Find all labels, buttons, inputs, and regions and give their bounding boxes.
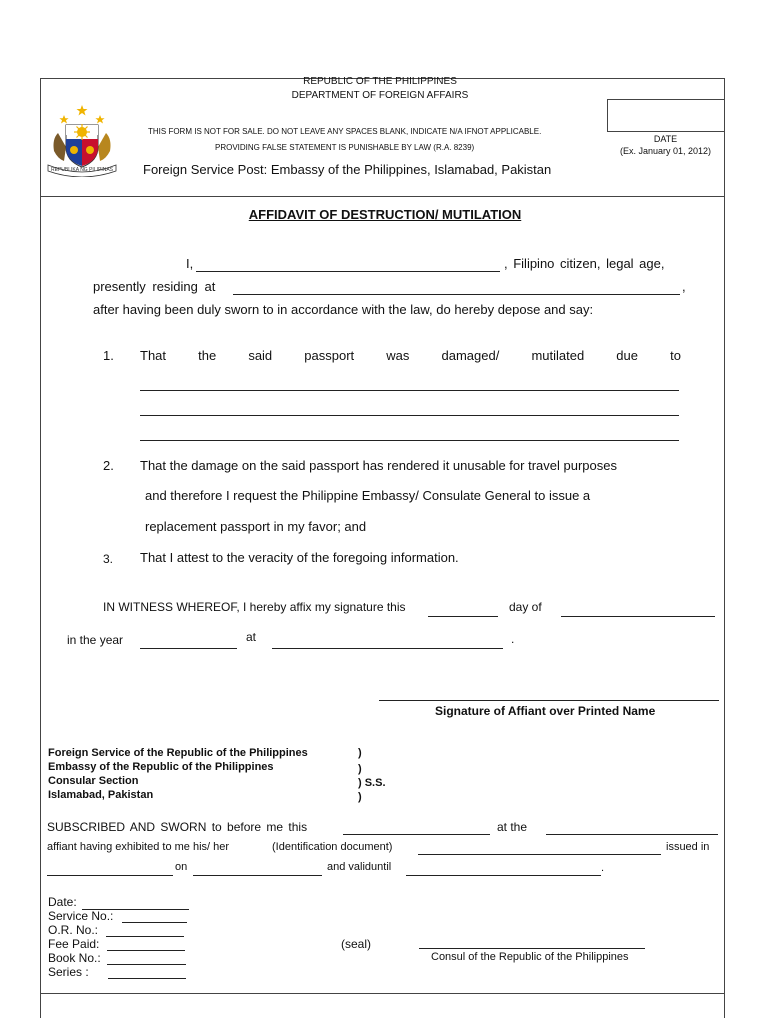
item3-number: 3. bbox=[103, 552, 114, 566]
footer-series-label: Series : bbox=[48, 965, 89, 979]
footer-divider bbox=[40, 993, 724, 994]
affidavit-title: AFFIDAVIT OF DESTRUCTION/ MUTILATION bbox=[248, 207, 522, 222]
item2-line1: That the damage on the said passport has rendered it unusable for travel purposes bbox=[140, 458, 617, 473]
jurat-valid-until: and validuntil bbox=[327, 861, 392, 873]
form-left-border bbox=[40, 78, 41, 1018]
footer-or-no-field[interactable] bbox=[106, 936, 184, 937]
venue-line1: Foreign Service of the Republic of the Philippines bbox=[48, 747, 308, 759]
witness-text: IN WITNESS WHEREOF, I hereby affix my signature this bbox=[103, 600, 406, 614]
jurat-on: on bbox=[175, 861, 188, 873]
item2-line2: and therefore I request the Philippine Embassy/ Consulate General to issue a bbox=[145, 488, 591, 503]
item1-word: damaged/ bbox=[441, 348, 500, 363]
jurat-at-the: at the bbox=[497, 820, 528, 834]
residence-address-field[interactable] bbox=[233, 294, 680, 295]
witness-day-field[interactable] bbox=[428, 616, 498, 617]
intro-depose: after having been duly sworn to in accordance with the law, do hereby depose and say: bbox=[93, 302, 594, 317]
item1-word: That bbox=[140, 348, 167, 363]
affiant-signature-field[interactable] bbox=[379, 700, 719, 701]
item1-word: due bbox=[616, 348, 638, 363]
footer-series-field[interactable] bbox=[108, 978, 186, 979]
item1-word: to bbox=[670, 348, 681, 363]
venue-paren: ) bbox=[358, 763, 362, 775]
affiant-name-field[interactable] bbox=[196, 271, 500, 272]
affiant-signature-label: Signature of Affiant over Printed Name bbox=[435, 704, 656, 718]
form-right-border bbox=[724, 78, 725, 1018]
jurat-place-field[interactable] bbox=[546, 834, 718, 835]
republic-heading: REPUBLIC OF THE PHILIPPINES bbox=[303, 76, 457, 87]
footer-fee-paid-label: Fee Paid: bbox=[48, 937, 100, 951]
item2-number: 2. bbox=[103, 458, 114, 473]
item2-line3: replacement passport in my favor; and bbox=[145, 519, 367, 534]
department-heading: DEPARTMENT OF FOREIGN AFFAIRS bbox=[291, 90, 469, 101]
damage-reason-line-1[interactable] bbox=[140, 390, 679, 391]
jurat-period: . bbox=[601, 862, 605, 874]
form-notice-line1: THIS FORM IS NOT FOR SALE. DO NOT LEAVE ANY SPACES BLANK, INDICATE N/A IFNOT APPLICABLE. bbox=[148, 127, 542, 136]
footer-fee-paid-field[interactable] bbox=[107, 950, 185, 951]
venue-ss: ) S.S. bbox=[358, 777, 386, 789]
jurat-issued-in: issued in bbox=[666, 841, 710, 853]
jurat-subscribed: SUBSCRIBED AND SWORN to before me this bbox=[47, 820, 308, 834]
item1-text bbox=[140, 348, 681, 363]
consul-signature-field[interactable] bbox=[419, 948, 645, 949]
intro-citizen: , Filipino citizen, legal age, bbox=[504, 256, 665, 271]
footer-or-no-label: O.R. No.: bbox=[48, 923, 99, 937]
damage-reason-line-2[interactable] bbox=[140, 415, 679, 416]
item1-word: was bbox=[386, 348, 410, 363]
jurat-date-field[interactable] bbox=[343, 834, 490, 835]
jurat-valid-until-field[interactable] bbox=[406, 875, 601, 876]
form-notice-line2: PROVIDING FALSE STATEMENT IS PUNISHABLE BY LAW (R.A. 8239) bbox=[215, 143, 475, 152]
venue-line2: Embassy of the Republic of the Philippines bbox=[48, 761, 274, 773]
jurat-id-field[interactable] bbox=[418, 854, 661, 855]
footer-book-no-field[interactable] bbox=[107, 964, 186, 965]
venue-line4: Islamabad, Pakistan bbox=[48, 789, 154, 801]
foreign-service-post: Foreign Service Post: Embassy of the Philippines, Islamabad, Pakistan bbox=[143, 162, 552, 177]
witness-place-field[interactable] bbox=[272, 648, 503, 649]
jurat-issued-place-field[interactable] bbox=[47, 875, 173, 876]
date-example: (Ex. January 01, 2012) bbox=[619, 146, 712, 156]
date-label: DATE bbox=[653, 134, 678, 144]
jurat-id-document: (Identification document) bbox=[272, 841, 393, 853]
item1-word: the bbox=[198, 348, 217, 363]
venue-line3: Consular Section bbox=[48, 775, 139, 787]
damage-reason-line-3[interactable] bbox=[140, 440, 679, 441]
seal-scroll-text: REPUBLIKA NG PILIPINAS bbox=[51, 167, 113, 173]
item1-word: said bbox=[248, 348, 273, 363]
item3-text: That I attest to the veracity of the foregoing information. bbox=[140, 550, 459, 565]
witness-day-of: day of bbox=[509, 600, 542, 614]
witness-in-year: in the year bbox=[67, 633, 124, 647]
header-divider bbox=[40, 196, 724, 197]
seal-placeholder: (seal) bbox=[341, 937, 372, 951]
footer-date-label: Date: bbox=[48, 895, 77, 909]
venue-paren: ) bbox=[358, 747, 362, 759]
intro-residing-comma: , bbox=[682, 279, 686, 294]
item1-number: 1. bbox=[103, 348, 114, 363]
footer-service-no-field[interactable] bbox=[122, 922, 187, 923]
intro-i: I, bbox=[186, 256, 194, 271]
intro-residing: presently residing at bbox=[93, 279, 216, 294]
witness-at: at bbox=[246, 630, 257, 644]
witness-year-field[interactable] bbox=[140, 648, 237, 649]
footer-service-no-label: Service No.: bbox=[48, 909, 114, 923]
jurat-exhibited: affiant having exhibited to me his/ her bbox=[47, 841, 230, 853]
item1-word: passport bbox=[304, 348, 355, 363]
jurat-issued-date-field[interactable] bbox=[193, 875, 322, 876]
witness-period: . bbox=[511, 632, 515, 646]
date-input-box[interactable] bbox=[607, 99, 725, 132]
coat-of-arms-logo bbox=[44, 103, 120, 177]
consul-signature-label: Consul of the Republic of the Philippines bbox=[431, 951, 629, 963]
item1-word: mutilated bbox=[531, 348, 585, 363]
venue-paren: ) bbox=[358, 791, 362, 803]
footer-book-no-label: Book No.: bbox=[48, 951, 101, 965]
witness-month-field[interactable] bbox=[561, 616, 715, 617]
